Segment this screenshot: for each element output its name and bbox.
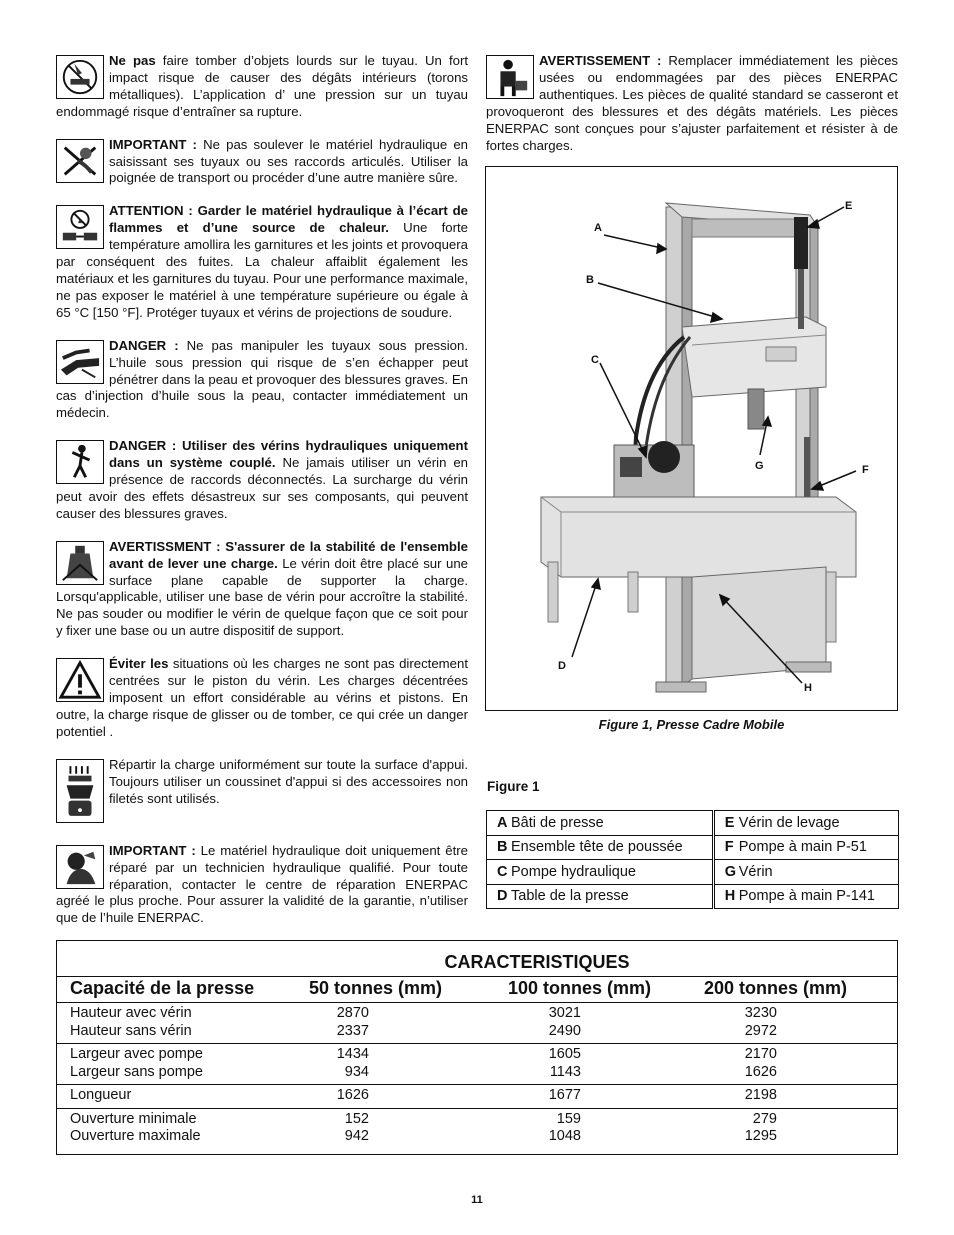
legend-letter: B (487, 835, 510, 860)
warning-offcenter-loads (56, 656, 468, 741)
warning-text: Ne jamais utiliser un vérin en présence de raccords déconnectés. La surcharge du vérin peut avoir des effets désastreux sur ses composants, qui peuvent causer des blessures graves. (56, 455, 468, 521)
warning-text: faire tomber d’objets lourds sur le tuyau. Un fort impact risque de causer des dégâts intérieurs (torons métalliques). L’application d’ une pression sur un tuyau endommagé risque d’entraîner sa rupture. (56, 53, 469, 119)
warning-qualified-repair (56, 843, 468, 928)
warning-stability (56, 539, 468, 640)
hand-injection-icon (56, 340, 104, 384)
warning-coupled-system (56, 438, 468, 523)
legend-letter: C (487, 860, 510, 885)
specs-title: CARACTERISTIQUES (444, 952, 630, 972)
warning-lead: ATTENTION : Garder le matériel hydraulique à l’écart de flammes et d’une source de chaleur. (109, 203, 468, 236)
header-50t: 50 tonnes (mm) (309, 978, 443, 998)
specs-header-row (57, 976, 897, 1003)
spec-value: 1295 (744, 1128, 777, 1144)
table-row (57, 1128, 897, 1146)
spec-label: Longueur (70, 1087, 132, 1103)
warning-text: Une forte température amollira les garnitures et les joints et provoquera par conséquent des fuites. La chaleur affaiblit également les matériaux et les garnitures du tuyau. Pour une performance maximale, ne pas exposer le matériel à une température supérieure ou égale à 65 °C [150 °F]. Protéger tuyaux et vérins de projections de soudure. (56, 220, 468, 320)
spec-value: 3021 (548, 1005, 581, 1021)
legend-text: Vérin (737, 860, 899, 885)
header-100t: 100 tonnes (mm) (508, 978, 652, 998)
table-row (57, 1087, 897, 1105)
callout-B: B (586, 274, 594, 286)
callout-A: A (594, 222, 602, 234)
spec-value: 1143 (549, 1063, 581, 1080)
spec-value: 1605 (548, 1046, 581, 1062)
spec-value: 279 (752, 1110, 777, 1127)
warning-lead: DANGER : (109, 337, 179, 353)
spec-value: 2198 (744, 1087, 777, 1103)
warning-text: Ne pas soulever le matériel hydraulique en saisissant ses tuyaux ou ses raccords articulés. Utiliser la poignée de transport ou procéder d’une autre manière sûre. (109, 136, 468, 186)
legend-text: Pompe hydraulique (509, 860, 713, 885)
warning-text: Ne pas manipuler les tuyaux sous pression. L’huile sous pression qui risque de s’en échapper peut pénétrer dans la peau et provoquer des blessures graves. En cas d’injection d’huile sous la peau, contacter immédiatement un médecin. (56, 337, 468, 421)
spec-value: 2870 (336, 1005, 369, 1021)
callout-G: G (755, 460, 764, 472)
specs-group-opening (57, 1109, 897, 1149)
legend-letter: D (487, 884, 510, 909)
technician-icon (56, 845, 104, 889)
legend-text: Ensemble tête de poussée (509, 835, 713, 860)
spec-value: 1626 (336, 1087, 369, 1103)
specs-group-length (57, 1085, 897, 1109)
spec-value: 2170 (744, 1046, 777, 1062)
no-lift-by-hose-icon (56, 139, 104, 183)
right-column (486, 53, 898, 170)
warning-triangle-icon (56, 658, 104, 702)
mechanic-icon (486, 55, 534, 99)
spec-value: 152 (344, 1110, 369, 1127)
warning-distribute-load (56, 757, 468, 823)
press-drawing (486, 167, 896, 709)
warning-text: Le matériel hydraulique doit uniquement être réparé par un technicien hydraulique qualifié. Pour toute réparation, contacter le centre de réparation ENERPAC agréé le plus proche. Pour assurer la validité de la garantie, n’utiliser que de l’huile ENERPAC. (56, 842, 468, 926)
legend-text: Table de la presse (509, 884, 713, 909)
legend-text: Vérin de levage (737, 811, 899, 836)
page-number: 11 (471, 1194, 483, 1206)
warning-hose-impact (56, 53, 468, 121)
warning-text: situations où les charges ne sont pas directement centrées sur le piston du vérin. Les charges décentrées imposent un effort considérable au vérins et pistons. En outre, la charge risque de glisser ou de tomber, ce qui crée un danger potentiel . (56, 656, 468, 739)
figure-title: Figure 1 (487, 779, 540, 794)
spec-label: Ouverture maximale (70, 1128, 201, 1144)
warning-text: Le vérin doit être placé sur une surface plane capable de supporter la charge. Lorsqu'applicable, utiliser une base de vérin pour accroître la stabilité. Ne pas souder ou modifier le vérin de quelque façon que ce soit pour y fixer une base ou un autre dispositif de support. (56, 555, 468, 639)
warning-text: Répartir la charge uniformément sur toute la surface d'appui. Toujours utiliser un coussinet d'appui si des accessoires non filetés sont utilisés. (109, 756, 468, 806)
spec-value: 2972 (744, 1022, 777, 1039)
spec-value: 2337 (336, 1022, 369, 1039)
header-capacity: Capacité de la presse (70, 978, 255, 998)
spec-label: Largeur avec pompe (70, 1046, 203, 1062)
figure-press-illustration (485, 166, 898, 711)
spec-label: Hauteur sans vérin (70, 1022, 192, 1039)
left-column (56, 53, 468, 943)
table-row (57, 1023, 897, 1041)
warning-lead: DANGER : Utiliser des vérins hydrauliques uniquement dans un système couplé. (109, 438, 468, 471)
figure-legend-table (486, 810, 899, 909)
spec-value: 1626 (744, 1063, 777, 1080)
legend-letter: E (713, 811, 737, 836)
callout-C: C (591, 354, 599, 366)
specs-group-height (57, 1003, 897, 1044)
spec-value: 942 (344, 1128, 369, 1144)
spec-label: Largeur sans pompe (70, 1063, 203, 1080)
spec-value: 3230 (744, 1005, 777, 1021)
legend-letter: A (487, 811, 510, 836)
table-row (487, 884, 899, 909)
callout-H: H (804, 682, 812, 694)
spec-label: Ouverture minimale (70, 1110, 197, 1127)
spec-value: 1048 (548, 1128, 581, 1144)
person-falling-icon (56, 440, 104, 484)
legend-letter: G (713, 860, 737, 885)
spec-label: Hauteur avec vérin (70, 1005, 192, 1021)
warning-genuine-parts (486, 53, 898, 154)
warning-heat (56, 203, 468, 321)
figure-caption: Figure 1, Presse Cadre Mobile (598, 717, 785, 732)
spec-value: 1434 (336, 1046, 369, 1062)
warning-lead: Éviter les (109, 656, 169, 672)
table-row (487, 860, 899, 885)
callout-E: E (845, 200, 853, 212)
warning-lead: Ne pas (109, 53, 156, 68)
header-200t: 200 tonnes (mm) (704, 978, 848, 998)
callout-D: D (558, 660, 566, 672)
warning-pressurized-hoses (56, 338, 468, 423)
table-row (57, 1064, 897, 1082)
saddle-load-icon (56, 759, 104, 823)
legend-text: Bâti de presse (509, 811, 713, 836)
warning-lead: AVERTISSMENT : S'assurer de la stabilité de l'ensemble avant de lever une charge. (109, 538, 468, 571)
table-row (487, 835, 899, 860)
table-row (57, 1111, 897, 1129)
warning-lead: IMPORTANT : (109, 136, 197, 152)
specifications-table (56, 940, 898, 1155)
legend-text: Pompe à main P-141 (737, 884, 899, 909)
table-row (487, 811, 899, 836)
warning-text: Remplacer immédiatement les pièces usées ou endommagées par des pièces ENERPAC authentiques. Les pièces de qualité standard se casseront et provoqueront des blessures et des dégâts matériels. Les pièces ENERPAC sont conçues pour s’ajuster parfaitement et résister à de fortes charges. (486, 53, 898, 153)
no-impact-icon (56, 55, 104, 99)
table-row (57, 1046, 897, 1064)
spec-value: 1677 (548, 1087, 581, 1103)
callout-F: F (862, 464, 869, 476)
spec-value: 159 (556, 1110, 581, 1127)
legend-letter: H (713, 884, 737, 909)
no-flame-icon (56, 205, 104, 249)
spec-value: 934 (344, 1063, 369, 1080)
legend-text: Pompe à main P-51 (737, 835, 899, 860)
cylinder-stability-icon (56, 541, 104, 585)
table-row (57, 1005, 897, 1023)
legend-letter: F (713, 835, 737, 860)
warning-lead: AVERTISSEMENT : (539, 53, 662, 68)
warning-lift-hoses (56, 137, 468, 188)
specs-group-width (57, 1044, 897, 1085)
warning-lead: IMPORTANT : (109, 842, 196, 858)
spec-value: 2490 (548, 1022, 581, 1039)
